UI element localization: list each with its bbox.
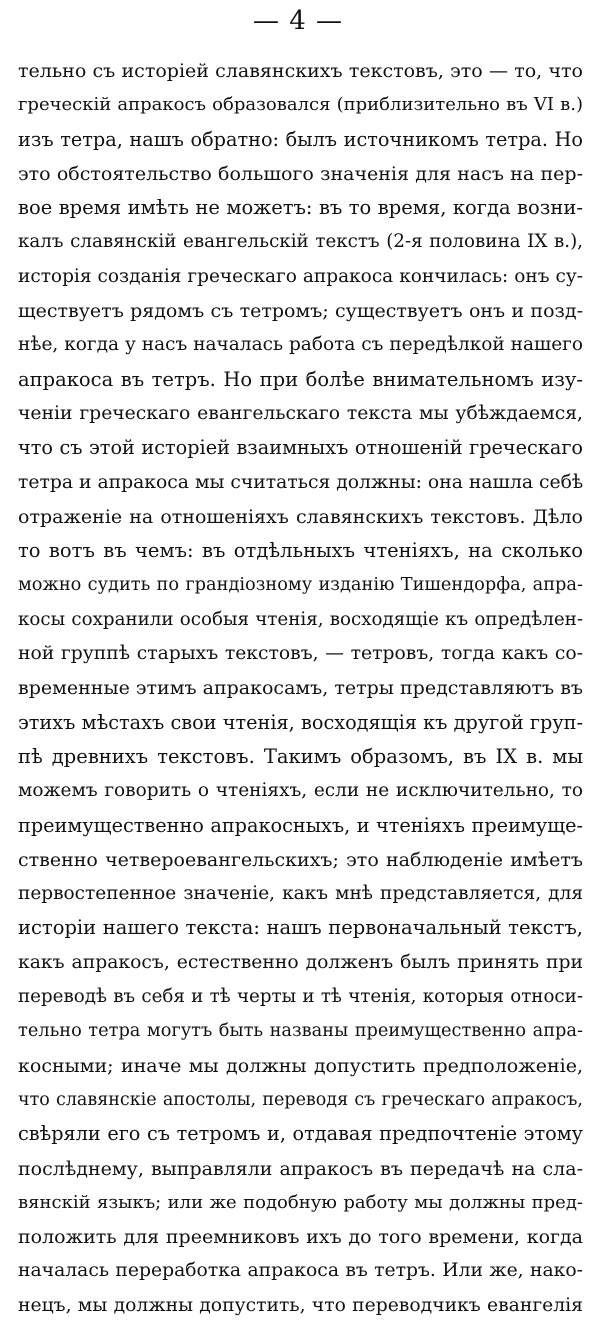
- text-line: косными; иначе мы должны допустить предположеніе,: [18, 1054, 583, 1077]
- text-line: калъ славянскій евангельскій текстъ (2-я половина IX в.),: [18, 231, 583, 253]
- text-line: пѣ древнихъ текстовъ. Такимъ образомъ, въ IX в. мы: [18, 744, 583, 768]
- page-number: — 4 —: [252, 6, 344, 36]
- text-line: нецъ, мы должны допустить, что переводчикъ евангелія: [18, 1294, 583, 1316]
- text-line: тельно съ исторіей славянскихъ текстовъ, это — то, что: [18, 60, 583, 82]
- text-line: исторія созданія греческаго апракоса кончилась: онъ су-: [18, 265, 583, 287]
- text-line: тельно тетра могутъ быть названы преимущественно апра-: [18, 1021, 583, 1042]
- text-line: греческій апракосъ образовался (приблизительно въ VI в.): [18, 94, 583, 116]
- text-line: отраженіе на отношеніяхъ славянскихъ текстовъ. Дѣло: [18, 505, 583, 528]
- text-line: свѣряли его съ тетромъ и, отдавая предпочтеніе этому: [18, 1122, 583, 1146]
- text-line: тетра и апракоса мы считаться должны: она нашла себѣ: [18, 471, 583, 493]
- text-line: что славянскіе апостолы, переводя съ греческаго апракосъ,: [18, 1089, 583, 1110]
- text-line: вянскій языкъ; или же подобную работу мы должны пред-: [18, 1191, 583, 1213]
- text-line: временные этимъ апракосамъ, тетры представляютъ въ: [18, 677, 583, 700]
- text-line: это обстоятельство большого значенія для насъ на пер-: [18, 162, 583, 185]
- text-line: косы сохранили особыя чтенія, восходящіе къ опредѣлен-: [18, 608, 583, 630]
- text-line: нѣе, когда у насъ началась работа съ передѣлкой нашего: [18, 334, 583, 356]
- text-line: можно судить по грандіозному изданію Тишендорфа, апра-: [18, 575, 583, 596]
- text-line: ственно четвероевангельскихъ; это наблюденіе имѣетъ: [18, 848, 583, 871]
- text-line: этихъ мѣстахъ свои чтенія, восходящія къ другой груп-: [18, 710, 583, 734]
- text-line: что съ этой исторіей взаимныхъ отношеній греческаго: [18, 436, 583, 460]
- text-line: изъ тетра, нашъ обратно: былъ источникомъ тетра. Но: [18, 127, 583, 151]
- text-line: то вотъ въ чемъ: въ отдѣльныхъ чтеніяхъ, на сколько: [18, 539, 583, 563]
- text-line: ченіи греческаго евангельскаго текста мы убѣждаемся,: [18, 402, 583, 424]
- text-line: положить для преемниковъ ихъ до того времени, когда: [18, 1226, 583, 1249]
- text-line: можемъ говорить о чтеніяхъ, если не исключительно, то: [18, 780, 583, 802]
- text-line: исторіи нашего текста: нашъ первоначальный текстъ,: [18, 916, 583, 940]
- text-line: послѣднему, выправляли апракосъ въ передачѣ на сла-: [18, 1157, 583, 1180]
- text-line: ществуетъ рядомъ съ тетромъ; существуетъ онъ и позд-: [18, 300, 583, 323]
- text-line: ной группѣ старыхъ текстовъ, — тетровъ, тогда какъ со-: [18, 643, 583, 665]
- text-line: преимущественно апракосныхъ, и чтеніяхъ преимуще-: [18, 813, 583, 837]
- text-line: переводѣ въ себя и тѣ черты и тѣ чтенія, которыя относи-: [18, 986, 583, 1008]
- body-text: [18, 54, 583, 1323]
- text-line: какъ апракосъ, естественно долженъ былъ принять при: [18, 951, 583, 973]
- text-line: вое время имѣть не можетъ: въ то время, когда возни-: [18, 196, 583, 220]
- text-line: началась переработка апракоса въ тетръ. Или же, нако-: [18, 1260, 583, 1282]
- text-line: апракоса въ тетръ. Но при болѣе внимательномъ изу-: [18, 367, 583, 391]
- text-line: первостепенное значеніе, какъ мнѣ представляется, для: [18, 883, 583, 905]
